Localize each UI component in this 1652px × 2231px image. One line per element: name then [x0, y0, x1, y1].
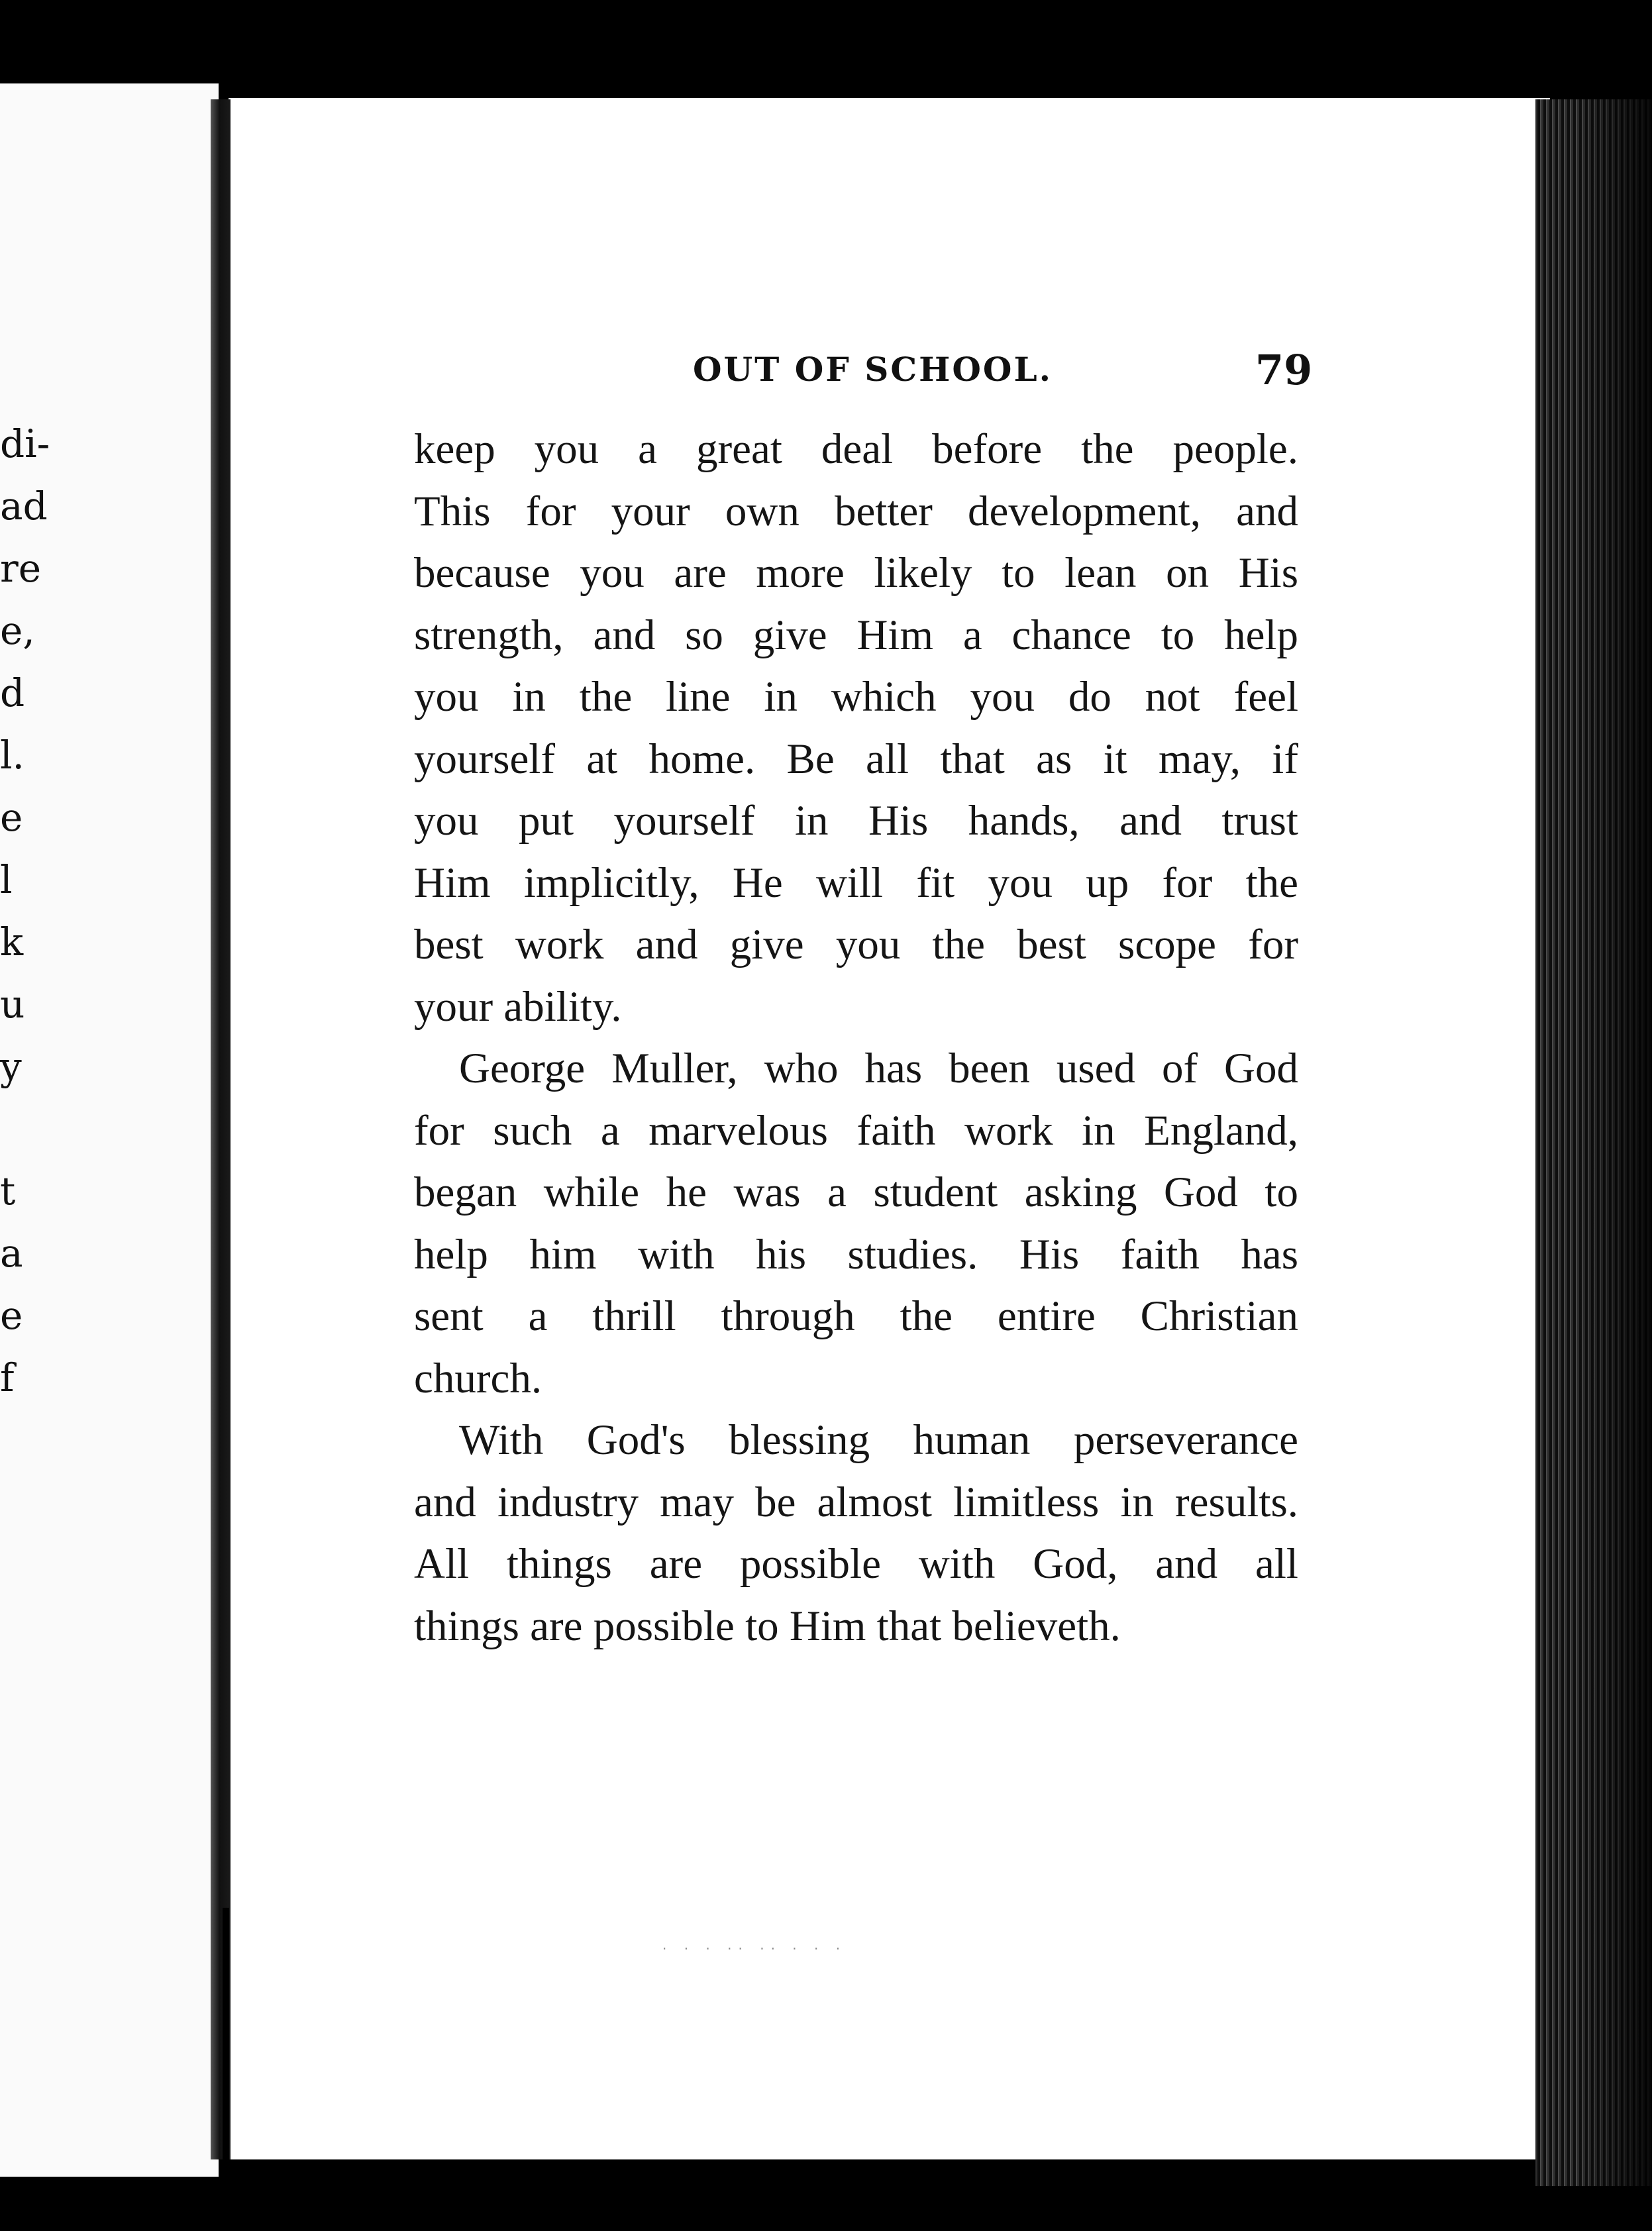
- text-line: keep you a great deal before the people.: [414, 425, 1298, 473]
- text-line: you in the line in which you do not feel: [414, 673, 1298, 721]
- text-line: Him implicitly, He will fit you up for the: [414, 858, 1298, 907]
- gutter-shadow-line: [223, 1908, 229, 2166]
- text-line: things are possible to Him that believeth.: [414, 1602, 1121, 1650]
- text-line: for such a marvelous faith work in England,: [414, 1106, 1298, 1155]
- text-line: best work and give you the best scope for: [414, 921, 1298, 968]
- left-fragment: d: [0, 670, 25, 715]
- paragraph: [414, 1038, 1298, 1410]
- text-line: your ability.: [414, 982, 622, 1031]
- text-line: George Muller, who has been used of God: [459, 1045, 1298, 1092]
- page-gutter: [211, 99, 231, 2159]
- text-line: strength, and so give Him a chance to help: [414, 611, 1298, 659]
- text-line: With God's blessing human perseverance: [459, 1416, 1298, 1464]
- left-fragment: l.: [0, 733, 25, 778]
- page-number: 79: [1255, 346, 1313, 394]
- left-fragment: y: [0, 1044, 22, 1089]
- text-line: sent a thrill through the entire Christian: [414, 1292, 1298, 1340]
- left-fragment: e,: [0, 608, 35, 653]
- text-line: All things are possible with God, and all: [414, 1540, 1298, 1588]
- body-text: [414, 419, 1298, 1657]
- left-fragment: a: [0, 1231, 23, 1276]
- text-line: you put yourself in His hands, and trust: [414, 797, 1298, 845]
- print-specks: · · · ·· ·· · · ·: [662, 1941, 847, 1957]
- left-fragment: u: [0, 982, 25, 1027]
- text-line: help him with his studies. His faith has: [414, 1230, 1298, 1278]
- running-title: OUT OF SCHOOL.: [693, 350, 1053, 389]
- left-fragment: re: [0, 546, 42, 591]
- left-fragment: f: [0, 1355, 15, 1400]
- text-line: church.: [414, 1354, 542, 1402]
- text-line: yourself at home. Be all that as it may, if: [414, 735, 1298, 783]
- left-fragment: k: [0, 919, 24, 964]
- left-fragment: l: [0, 857, 13, 902]
- left-fragment: e: [0, 1293, 23, 1338]
- text-line: and industry may be almost limitless in results.: [414, 1478, 1298, 1526]
- text-line: because you are more likely to lean on His: [414, 549, 1298, 597]
- text-line: This for your own better development, and: [414, 487, 1298, 535]
- text-line: began while he was a student asking God to: [414, 1168, 1298, 1216]
- page-edges-shadow: [1576, 99, 1652, 2186]
- left-fragment: t: [0, 1168, 16, 1214]
- left-fragment: e: [0, 795, 23, 840]
- paragraph: [414, 1410, 1298, 1657]
- left-fragment: di-: [0, 421, 50, 466]
- left-fragment: ad: [0, 484, 48, 529]
- left-page-text-fragments: [0, 83, 219, 2177]
- paragraph: [414, 419, 1298, 1038]
- left-facing-page: [0, 83, 219, 2177]
